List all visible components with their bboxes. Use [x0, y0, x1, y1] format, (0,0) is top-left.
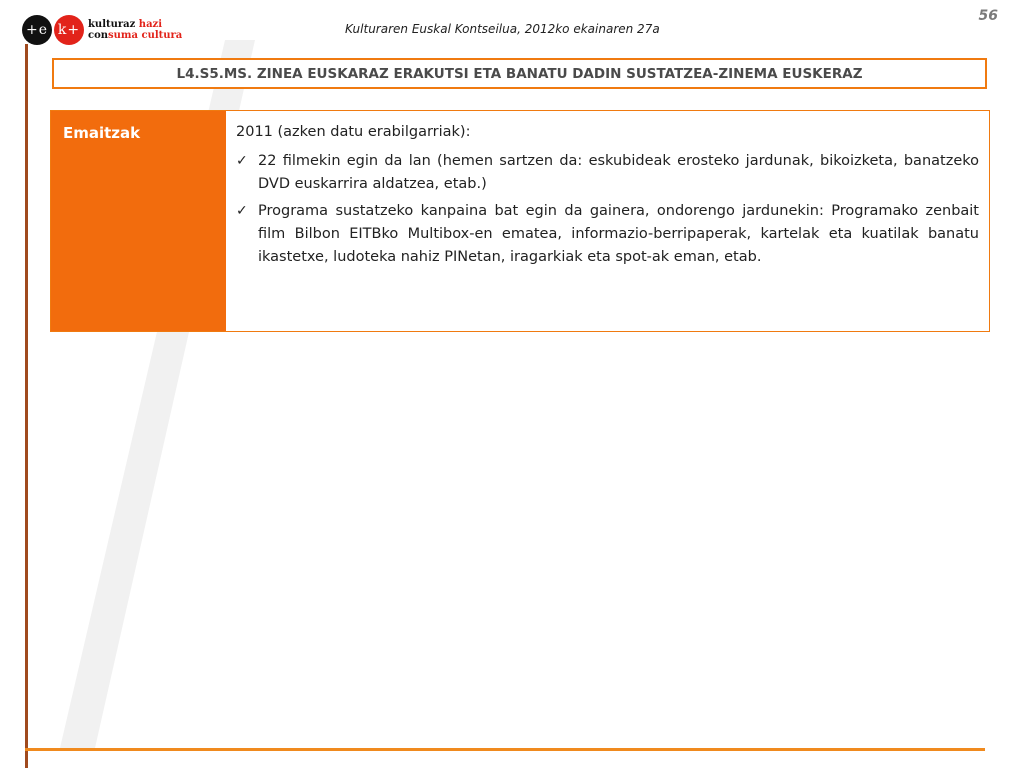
list-item	[236, 200, 979, 269]
logo-wordmark: kulturaz hazi consuma cultura	[88, 19, 183, 41]
results-body	[226, 111, 989, 331]
header-source-text: Kulturaren Euskal Kontseilua, 2012ko ekainaren 27a	[345, 22, 660, 36]
checkmark-icon: ✓	[236, 203, 248, 219]
list-item	[236, 150, 979, 196]
list-item-text: 22 filmekin egin da lan (hemen sartzen da: eskubideak erosteko jardunak, bikoizketa, banatzeko DVD euskarrira aldatzea, etab.)	[258, 153, 979, 192]
list-item-text: Programa sustatzeko kanpaina bat egin da gainera, ondorengo jardunekin: Programako zenbait film Bilbon EITBko Multibox-en ematea, informazio-berripaperak, kartelak eta kuatilak banatu ikastetxe, ludoteka nahiz PINetan, iragarkiak eta spot-ak eman, etab.	[258, 203, 979, 265]
logo	[22, 14, 182, 46]
checkmark-icon: ✓	[236, 153, 248, 169]
results-table	[50, 110, 990, 332]
page-number: 56	[978, 8, 998, 24]
results-intro: 2011 (azken datu erabilgarriak):	[236, 124, 471, 140]
results-label-cell	[51, 111, 226, 331]
title-box	[52, 58, 987, 89]
results-label: Emaitzak	[63, 124, 141, 142]
logo-circle-plus-e: +e	[22, 15, 52, 45]
left-vertical-rule	[25, 44, 28, 768]
page-title: L4.S5.MS. ZINEA EUSKARAZ ERAKUTSI ETA BANATU DADIN SUSTATZEA-ZINEMA EUSKERAZ	[176, 65, 863, 82]
logo-circle-k-plus: k+	[54, 15, 84, 45]
bottom-horizontal-rule	[25, 748, 985, 751]
